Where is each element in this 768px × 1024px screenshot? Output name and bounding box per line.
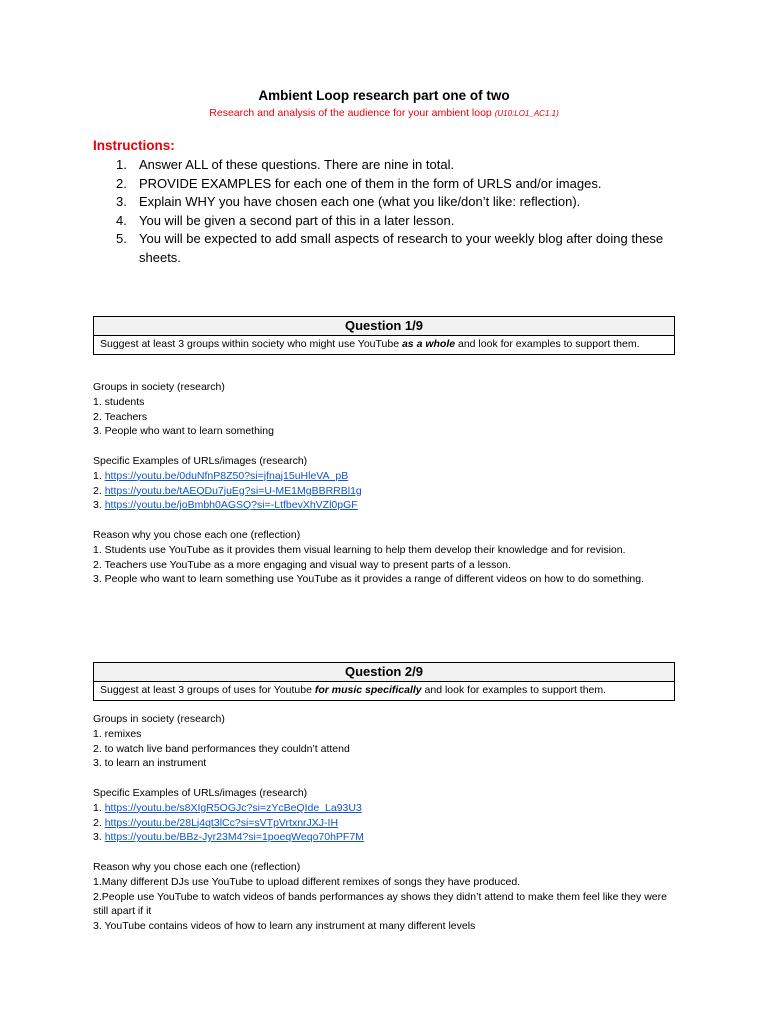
example-link[interactable]: https://youtu.be/BBz-Jyr23M4?si=1poeqWeqo70hPF7M <box>104 831 364 844</box>
group-item: 2. to watch live band performances they couldn’t attend <box>93 742 350 755</box>
reason-item: 1.Many different DJs use YouTube to upload different remixes of songs they have produced. <box>93 875 521 888</box>
group-item: 1. remixes <box>93 727 142 740</box>
example-item: 1. https://youtu.be/s8XIgR5OGJc?si=zYcBeQIde_La93U3 <box>93 801 362 814</box>
example-item: 3. https://youtu.be/BBz-Jyr23M4?si=1poeqWeqo70hPF7M <box>93 831 364 844</box>
examples-heading: Specific Examples of URLs/images (research) <box>93 455 308 467</box>
question-1-prompt: Suggest at least 3 groups within society who might use YouTube as a whole and look for examples to support them. <box>100 338 640 350</box>
question-2-box <box>93 662 675 701</box>
example-item: 3. https://youtu.be/joBmbh0AGSQ?si=-LtfbevXhVZl0pGF <box>93 499 358 512</box>
question-2-groups <box>93 712 673 771</box>
example-link[interactable]: https://youtu.be/s8XIgR5OGJc?si=zYcBeQIde_La93U3 <box>104 801 362 814</box>
instruction-item: 3. Explain WHY you have chosen each one (what you like/don’t like: reflection). <box>116 194 581 209</box>
question-2-examples <box>93 786 673 845</box>
group-item: 2. Teachers <box>93 410 148 423</box>
subtitle-text: Research and analysis of the audience for your ambient loop <box>209 107 492 119</box>
reason-heading: Reason why you chose each one (reflection) <box>93 529 301 541</box>
instruction-item: 4. You will be given a second part of this in a later lesson. <box>116 212 455 228</box>
group-item: 3. People who want to learn something <box>93 425 274 438</box>
instruction-item: 1. Answer ALL of these questions. There are nine in total. <box>116 157 455 172</box>
groups-heading: Groups in society (research) <box>93 381 225 393</box>
question-1-examples <box>93 454 673 513</box>
group-item: 1. students <box>93 395 145 408</box>
question-1-box <box>93 316 675 355</box>
instruction-item: 5. You will be expected to add small aspects of research to your weekly blog after doing these sheets. <box>116 231 664 265</box>
reason-item: 1. Students use YouTube as it provides them visual learning to help them develop their knowledge and for revision. <box>93 543 626 556</box>
instruction-item: 2. PROVIDE EXAMPLES for each one of them in the form of URLS and/or images. <box>116 175 602 191</box>
instructions-list <box>93 156 693 267</box>
question-2-heading: Question 2/9 <box>94 663 674 682</box>
example-link[interactable]: https://youtu.be/tAEQDu7juEg?si=U-ME1MgBBRRBl1g <box>104 484 362 497</box>
example-item: 2. https://youtu.be/tAEQDu7juEg?si=U-ME1MgBBRRBl1g <box>93 484 362 497</box>
question-2-prompt: Suggest at least 3 groups of uses for Youtube for music specifically and look for examples to support them. <box>100 684 607 696</box>
question-1-groups <box>93 380 673 439</box>
example-item: 2. https://youtu.be/28Lj4qt3lCc?si=sVTpVrtxnrJXJ-IH <box>93 816 339 829</box>
groups-heading: Groups in society (research) <box>93 713 225 725</box>
reason-item: 2.People use YouTube to watch videos of bands performances ay shows they didn’t attend to make them feel like they were still apart if it <box>93 890 667 918</box>
instructions-heading: Instructions: <box>93 138 175 153</box>
example-item: 1. https://youtu.be/0duNfnP8Z50?si=jfnaj15uHleVA_pB <box>93 469 349 482</box>
reason-item: 2. Teachers use YouTube as a more engaging and visual way to present parts of a lesson. <box>93 558 511 571</box>
reason-item: 3. People who want to learn something use YouTube as it provides a range of different videos on how to do something. <box>93 573 645 586</box>
question-1-heading: Question 1/9 <box>94 317 674 336</box>
example-link[interactable]: https://youtu.be/28Lj4qt3lCc?si=sVTpVrtxnrJXJ-IH <box>104 816 339 829</box>
subtitle-code: (U10:LO1_AC1.1) <box>494 109 559 118</box>
page-title: Ambient Loop research part one of two <box>258 88 510 103</box>
example-link[interactable]: https://youtu.be/joBmbh0AGSQ?si=-LtfbevXhVZl0pGF <box>104 499 358 512</box>
reason-item: 3. YouTube contains videos of how to learn any instrument at many different levels <box>93 920 476 933</box>
group-item: 3. to learn an instrument <box>93 757 207 770</box>
question-1-reasons <box>93 528 673 587</box>
question-2-reasons <box>93 860 673 934</box>
reason-heading: Reason why you chose each one (reflection) <box>93 861 301 873</box>
page-subtitle <box>0 107 768 119</box>
examples-heading: Specific Examples of URLs/images (research) <box>93 787 308 799</box>
example-link[interactable]: https://youtu.be/0duNfnP8Z50?si=jfnaj15uHleVA_pB <box>104 469 349 482</box>
